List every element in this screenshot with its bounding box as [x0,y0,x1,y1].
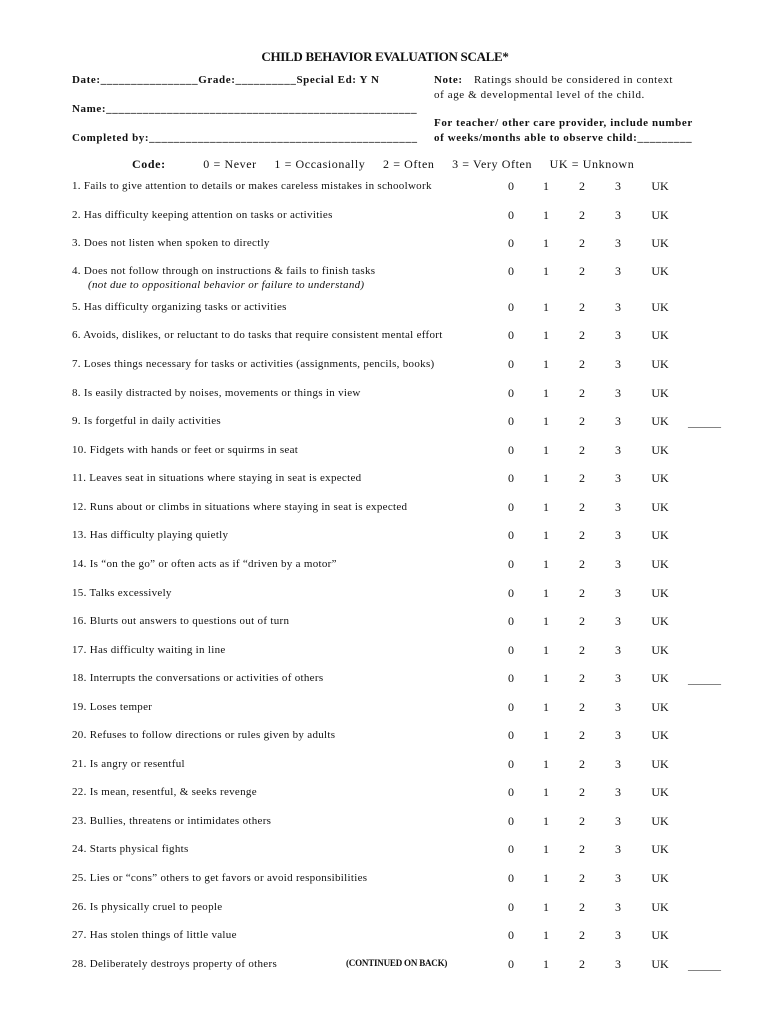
item-text [72,586,172,600]
rating-option-2[interactable]: 2 [579,785,585,799]
rating-option-2[interactable]: 2 [579,586,585,600]
rating-option-0[interactable]: 0 [508,500,514,514]
item-label: 14. Is “on the go” or often acts as if “driven by a motor” [72,558,337,570]
rating-option-3[interactable]: 3 [615,842,621,856]
item-text [72,179,432,193]
rating-option-0[interactable]: 0 [508,700,514,714]
rating-option-1[interactable]: 1 [543,900,549,914]
rating-option-0[interactable]: 0 [508,471,514,485]
rating-option-1[interactable]: 1 [543,328,549,342]
item-label: 1. Fails to give attention to details or makes careless mistakes in schoolwork [72,180,432,192]
item-label: 12. Runs about or climbs in situations where staying in seat is expected [72,501,408,513]
code-label: Code: [132,157,166,171]
grade-field[interactable]: Grade:__________ [198,74,297,86]
rating-option-2[interactable]: 2 [579,500,585,514]
rating-option-1[interactable]: 1 [543,842,549,856]
code-occasionally: 1 = Occasionally [274,157,366,171]
item-text [72,928,237,942]
rating-option-1[interactable]: 1 [543,264,549,278]
item-text [72,757,185,771]
rating-option-uk[interactable]: UK [651,671,669,685]
item-label: 26. Is physically cruel to people [72,901,223,913]
rating-option-uk[interactable]: UK [651,814,669,828]
rating-option-3[interactable]: 3 [615,471,621,485]
rating-option-1[interactable]: 1 [543,557,549,571]
item-label: 27. Has stolen things of little value [72,929,237,941]
rating-option-3[interactable]: 3 [615,357,621,371]
rating-option-3[interactable]: 3 [615,586,621,600]
item-text [72,528,228,542]
item-label: 20. Refuses to follow directions or rules given by adults [72,729,336,741]
rating-option-uk[interactable]: UK [651,443,669,457]
rating-option-2[interactable]: 2 [579,300,585,314]
rating-option-3[interactable]: 3 [615,871,621,885]
rating-option-uk[interactable]: UK [651,471,669,485]
tally-blank[interactable]: ______ [688,674,721,686]
rating-option-0[interactable]: 0 [508,871,514,885]
item-label: 6. Avoids, dislikes, or reluctant to do tasks that require consistent mental effort [72,329,443,341]
rating-option-1[interactable]: 1 [543,208,549,222]
item-label: 25. Lies or “cons” others to get favors or avoid responsibilities [72,872,368,884]
rating-option-uk[interactable]: UK [651,871,669,885]
rating-option-0[interactable]: 0 [508,328,514,342]
rating-option-1[interactable]: 1 [543,414,549,428]
rating-option-1[interactable]: 1 [543,586,549,600]
rating-option-2[interactable]: 2 [579,842,585,856]
rating-option-1[interactable]: 1 [543,785,549,799]
rating-option-2[interactable]: 2 [579,900,585,914]
rating-option-0[interactable]: 0 [508,614,514,628]
rating-option-uk[interactable]: UK [651,643,669,657]
rating-option-2[interactable]: 2 [579,928,585,942]
rating-option-1[interactable]: 1 [543,179,549,193]
item-text [72,500,407,514]
rating-option-2[interactable]: 2 [579,328,585,342]
form-title: CHILD BEHAVIOR EVALUATION SCALE* [261,49,509,64]
item-text [72,900,222,914]
rating-option-2[interactable]: 2 [579,443,585,457]
code-often: 2 = Often [383,157,435,171]
item-text [72,557,337,571]
item-text [72,386,361,400]
rating-option-3[interactable]: 3 [615,757,621,771]
item-label: 17. Has difficulty waiting in line [72,644,226,656]
rating-option-uk[interactable]: UK [651,300,669,314]
rating-option-0[interactable]: 0 [508,842,514,856]
date-field[interactable]: Date:________________Grade:__________Special Ed: Y N [72,74,380,86]
rating-option-0[interactable]: 0 [508,757,514,771]
item-label: 11. Leaves seat in situations where staying in seat is expected [72,472,362,484]
note-label: Note: [434,74,463,86]
rating-option-2[interactable]: 2 [579,671,585,685]
item-text [72,264,375,292]
rating-option-uk[interactable]: UK [651,757,669,771]
item-text [72,842,189,856]
rating-option-1[interactable]: 1 [543,443,549,457]
rating-option-3[interactable]: 3 [615,785,621,799]
rating-option-0[interactable]: 0 [508,386,514,400]
name-field[interactable]: Name:___________________________________________________ [72,103,418,115]
rating-option-1[interactable]: 1 [543,528,549,542]
weeks-observed-field[interactable]: of weeks/months able to observe child:_________ [434,132,693,144]
rating-option-1[interactable]: 1 [543,957,549,971]
rating-option-3[interactable]: 3 [615,671,621,685]
item-text [72,357,435,371]
item-text [72,728,335,742]
rating-option-2[interactable]: 2 [579,728,585,742]
rating-option-2[interactable]: 2 [579,557,585,571]
rating-option-0[interactable]: 0 [508,443,514,457]
item-text [72,443,298,457]
rating-option-0[interactable]: 0 [508,928,514,942]
rating-option-0[interactable]: 0 [508,208,514,222]
rating-option-3[interactable]: 3 [615,328,621,342]
rating-option-2[interactable]: 2 [579,386,585,400]
item-label: 28. Deliberately destroys property of others [72,958,278,970]
rating-option-2[interactable]: 2 [579,700,585,714]
rating-option-3[interactable]: 3 [615,208,621,222]
rating-option-0[interactable]: 0 [508,814,514,828]
rating-option-1[interactable]: 1 [543,386,549,400]
rating-option-1[interactable]: 1 [543,728,549,742]
item-text [72,414,221,428]
code-legend [132,157,648,172]
rating-option-1[interactable]: 1 [543,300,549,314]
item-label: 24. Starts physical fights [72,843,189,855]
rating-option-2[interactable]: 2 [579,871,585,885]
rating-option-0[interactable]: 0 [508,728,514,742]
note [434,74,673,86]
item-text [72,785,257,799]
tally-blank[interactable]: ______ [688,960,721,972]
rating-option-1[interactable]: 1 [543,700,549,714]
rating-option-2[interactable]: 2 [579,957,585,971]
item-text [72,614,289,628]
rating-option-2[interactable]: 2 [579,614,585,628]
rating-option-1[interactable]: 1 [543,643,549,657]
rating-option-0[interactable]: 0 [508,957,514,971]
rating-option-1[interactable]: 1 [543,500,549,514]
note-text-1: Ratings should be considered in context [474,74,674,86]
rating-option-2[interactable]: 2 [579,179,585,193]
rating-option-0[interactable]: 0 [508,179,514,193]
rating-option-uk[interactable]: UK [651,357,669,371]
rating-option-0[interactable]: 0 [508,900,514,914]
rating-option-2[interactable]: 2 [579,643,585,657]
rating-option-3[interactable]: 3 [615,957,621,971]
rating-option-3[interactable]: 3 [615,386,621,400]
rating-option-uk[interactable]: UK [651,236,669,250]
item-text [72,871,367,885]
item-text [72,957,277,971]
completed-by-field[interactable]: Completed by:____________________________________________ [72,132,418,144]
rating-option-1[interactable]: 1 [543,814,549,828]
special-ed-field[interactable]: Special Ed: Y N [296,74,380,86]
note-text-2: of age & developmental level of the child. [434,89,645,101]
item-label: 3. Does not listen when spoken to directly [72,237,270,249]
rating-option-3[interactable]: 3 [615,414,621,428]
rating-option-1[interactable]: 1 [543,871,549,885]
rating-option-uk[interactable]: UK [651,957,669,971]
rating-option-2[interactable]: 2 [579,264,585,278]
continued-note: (CONTINUED ON BACK) [346,958,448,968]
rating-option-0[interactable]: 0 [508,785,514,799]
rating-option-uk[interactable]: UK [651,785,669,799]
item-label: 19. Loses temper [72,701,153,713]
rating-option-2[interactable]: 2 [579,236,585,250]
item-text [72,236,270,250]
provider-instruction-1: For teacher/ other care provider, include number [434,117,693,129]
rating-option-3[interactable]: 3 [615,500,621,514]
rating-option-2[interactable]: 2 [579,414,585,428]
item-text [72,671,323,685]
rating-option-3[interactable]: 3 [615,236,621,250]
rating-option-2[interactable]: 2 [579,528,585,542]
item-label: 13. Has difficulty playing quietly [72,529,229,541]
rating-option-1[interactable]: 1 [543,357,549,371]
rating-option-3[interactable]: 3 [615,643,621,657]
rating-option-uk[interactable]: UK [651,179,669,193]
rating-option-1[interactable]: 1 [543,671,549,685]
rating-option-3[interactable]: 3 [615,443,621,457]
rating-option-uk[interactable]: UK [651,414,669,428]
rating-option-uk[interactable]: UK [651,900,669,914]
item-label: 8. Is easily distracted by noises, movements or things in view [72,387,361,399]
item-sublabel: (not due to oppositional behavior or failure to understand) [88,279,365,291]
item-label: 10. Fidgets with hands or feet or squirms in seat [72,444,299,456]
rating-option-0[interactable]: 0 [508,264,514,278]
item-label: 2. Has difficulty keeping attention on tasks or activities [72,209,333,221]
rating-option-0[interactable]: 0 [508,557,514,571]
rating-option-1[interactable]: 1 [543,471,549,485]
rating-option-1[interactable]: 1 [543,757,549,771]
rating-option-2[interactable]: 2 [579,471,585,485]
item-label: 18. Interrupts the conversations or activities of others [72,672,324,684]
rating-option-uk[interactable]: UK [651,928,669,942]
rating-option-3[interactable]: 3 [615,179,621,193]
rating-option-3[interactable]: 3 [615,557,621,571]
tally-blank[interactable]: ______ [688,417,721,429]
rating-option-0[interactable]: 0 [508,643,514,657]
rating-option-0[interactable]: 0 [508,414,514,428]
rating-option-uk[interactable]: UK [651,728,669,742]
rating-option-3[interactable]: 3 [615,528,621,542]
rating-option-uk[interactable]: UK [651,264,669,278]
rating-option-2[interactable]: 2 [579,208,585,222]
rating-option-uk[interactable]: UK [651,700,669,714]
item-label: 22. Is mean, resentful, & seeks revenge [72,786,257,798]
item-text [72,328,443,342]
rating-option-1[interactable]: 1 [543,614,549,628]
item-text [72,300,287,314]
rating-option-uk[interactable]: UK [651,842,669,856]
rating-option-uk[interactable]: UK [651,614,669,628]
code-never: 0 = Never [203,157,257,171]
item-text [72,208,333,222]
item-label: 9. Is forgetful in daily activities [72,415,221,427]
rating-option-3[interactable]: 3 [615,300,621,314]
rating-option-0[interactable]: 0 [508,528,514,542]
code-unknown: UK = Unknown [549,157,635,171]
rating-option-1[interactable]: 1 [543,236,549,250]
rating-option-2[interactable]: 2 [579,757,585,771]
item-text [72,700,152,714]
rating-option-0[interactable]: 0 [508,236,514,250]
rating-option-uk[interactable]: UK [651,386,669,400]
rating-option-3[interactable]: 3 [615,700,621,714]
rating-option-3[interactable]: 3 [615,264,621,278]
rating-option-uk[interactable]: UK [651,500,669,514]
rating-option-3[interactable]: 3 [615,928,621,942]
code-very-often: 3 = Very Often [452,157,533,171]
rating-option-1[interactable]: 1 [543,928,549,942]
rating-option-uk[interactable]: UK [651,586,669,600]
item-label: 23. Bullies, threatens or intimidates others [72,815,272,827]
item-label: 16. Blurts out answers to questions out of turn [72,615,290,627]
rating-option-uk[interactable]: UK [651,328,669,342]
item-text [72,814,271,828]
rating-option-3[interactable]: 3 [615,814,621,828]
item-label: 21. Is angry or resentful [72,758,185,770]
rating-option-uk[interactable]: UK [651,557,669,571]
rating-option-0[interactable]: 0 [508,300,514,314]
item-label: 15. Talks excessively [72,587,172,599]
rating-option-2[interactable]: 2 [579,357,585,371]
item-label: 5. Has difficulty organizing tasks or activities [72,301,287,313]
rating-option-2[interactable]: 2 [579,814,585,828]
item-text [72,471,361,485]
rating-option-0[interactable]: 0 [508,671,514,685]
rating-option-0[interactable]: 0 [508,357,514,371]
rating-option-0[interactable]: 0 [508,586,514,600]
item-label: 4. Does not follow through on instructions & fails to finish tasks [72,265,376,277]
rating-option-3[interactable]: 3 [615,614,621,628]
rating-option-uk[interactable]: UK [651,528,669,542]
rating-option-3[interactable]: 3 [615,900,621,914]
rating-option-uk[interactable]: UK [651,208,669,222]
rating-option-3[interactable]: 3 [615,728,621,742]
item-label: 7. Loses things necessary for tasks or activities (assignments, pencils, books) [72,358,435,370]
item-text [72,643,226,657]
